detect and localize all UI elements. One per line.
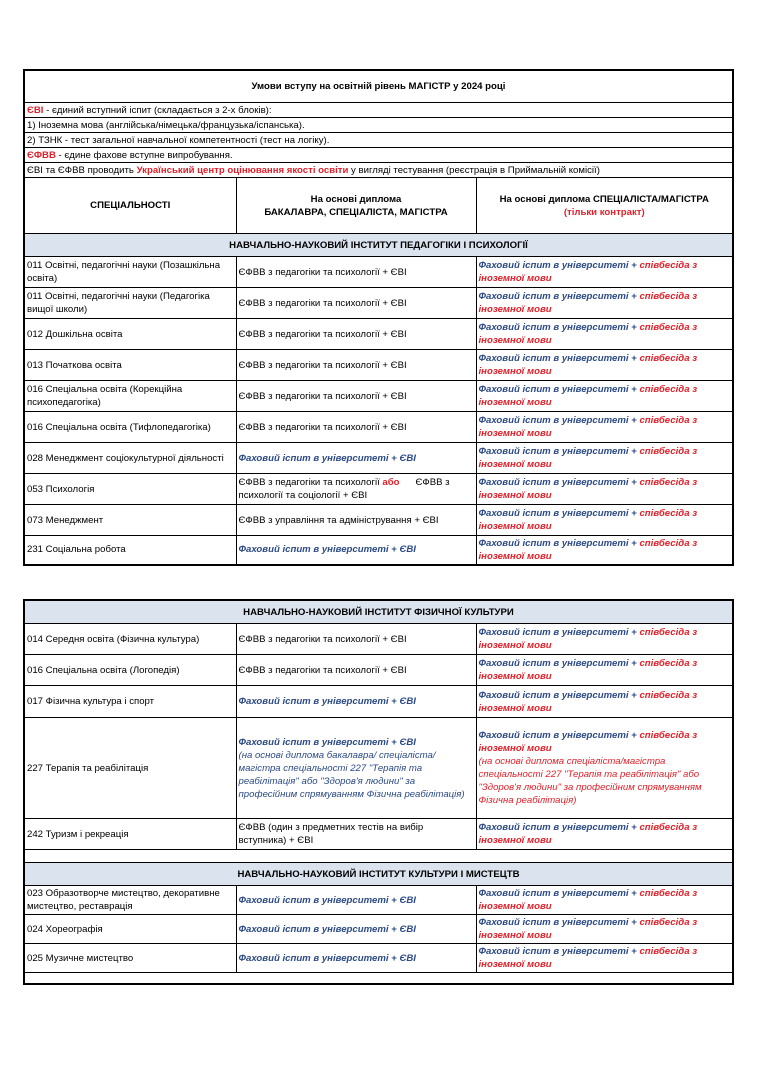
table-row	[24, 412, 733, 443]
master-requirement-cell: Фаховий іспит в університеті + співбесіда з іноземної мови (на основі диплома спеціаліста/магістра спеціальності 227 "Терапія та реабілітація" або "Здоров'я людини" за професійним спрямуванням Фізична реабілітація)	[476, 718, 733, 819]
master-requirement-cell: Фаховий іспит в університеті + співбесіда з іноземної мови	[476, 686, 733, 718]
table-row	[24, 474, 733, 505]
req-note: (на основі диплома бакалавра/ спеціаліста/магістра спеціальності 227 "Терапія та реабілітація" або "Здоров'я людини" за професійним спрямуванням Фізична реабілітація)	[238, 749, 465, 800]
master-requirement-cell: Фаховий іспит в університеті + співбесіда з іноземної мови	[476, 655, 733, 686]
master-requirement-cell: Фаховий іспит в університеті + співбесіда з іноземної мови	[476, 624, 733, 655]
master-note: (на основі диплома спеціаліста/магістра спеціальності 227 "Терапія та реабілітація" або "Здоров'я людини" за професійним спрямуванням Фізична реабілітація)	[478, 756, 702, 806]
col-header-bachelor-l2: БАКАЛАВРА, СПЕЦІАЛІСТА, МАГІСТРА	[264, 206, 448, 218]
col-header-bachelor-l1: На основі диплома	[310, 193, 402, 205]
requirement-cell: Фаховий іспит в університеті + ЄВІ	[236, 686, 476, 718]
info-evi	[24, 103, 733, 118]
table-row	[24, 886, 733, 915]
specialty-cell: 024 Хореографія	[24, 915, 236, 944]
table-row	[24, 257, 733, 288]
table-row	[24, 819, 733, 850]
requirement-cell: ЄФВВ з педагогіки та психології + ЄВІ	[236, 381, 476, 412]
table-row	[24, 288, 733, 319]
table-row	[24, 915, 733, 944]
master-requirement-cell: Фаховий іспит в університеті + співбесіда з іноземної мови	[476, 381, 733, 412]
master-requirement-cell: Фаховий іспит в університеті + співбесіда з іноземної мови	[476, 257, 733, 288]
table-row	[24, 381, 733, 412]
specialty-cell: 013 Початкова освіта	[24, 350, 236, 381]
requirement-cell: Фаховий іспит в університеті + ЄВІ	[236, 886, 476, 915]
specialty-cell: 016 Спеціальна освіта (Логопедія)	[24, 655, 236, 686]
evi-text: - єдиний вступний іспит (складається з 2-х блоків):	[43, 104, 272, 116]
specialty-cell: 016 Спеціальна освіта (Тифлопедагогіка)	[24, 412, 236, 443]
section-header-physical-culture: НАВЧАЛЬНО-НАУКОВИЙ ІНСТИТУТ ФІЗИЧНОЇ КУЛЬТУРИ	[24, 600, 733, 624]
master-requirement-cell: Фаховий іспит в університеті + співбесіда з іноземної мови	[476, 505, 733, 536]
specialty-cell: 016 Спеціальна освіта (Корекційна психопедагогіка)	[24, 381, 236, 412]
req-main: Фаховий іспит в університеті + ЄВІ	[238, 736, 416, 748]
requirement-cell: ЄФВВ з педагогіки та психології + ЄВІ	[236, 412, 476, 443]
col-header-master-l1: На основі диплома СПЕЦІАЛІСТА/МАГІСТРА	[499, 193, 709, 205]
requirement-cell: ЄФВВ з педагогіки та психології + ЄВІ	[236, 655, 476, 686]
section-header-culture-arts: НАВЧАЛЬНО-НАУКОВИЙ ІНСТИТУТ КУЛЬТУРИ І МИСТЕЦТВ	[24, 863, 733, 886]
specialty-cell: 028 Менеджмент соціокультурної діяльності	[24, 443, 236, 474]
table-row	[24, 443, 733, 474]
requirement-cell: Фаховий іспит в університеті + ЄВІ	[236, 915, 476, 944]
req-or: або	[382, 477, 400, 488]
requirement-cell: ЄФВВ з педагогіки та психології + ЄВІ	[236, 319, 476, 350]
table-row	[24, 536, 733, 565]
table-row	[24, 624, 733, 655]
efvv-abbr: ЄФВВ	[27, 149, 56, 161]
spacer-row	[24, 850, 733, 863]
col-header-master	[476, 178, 733, 234]
requirement-cell: Фаховий іспит в університеті + ЄВІ	[236, 944, 476, 973]
requirement-cell: ЄФВВ з педагогіки та психології + ЄВІ	[236, 350, 476, 381]
table-row	[24, 718, 733, 819]
requirement-cell: Фаховий іспит в університеті + ЄВІ	[236, 536, 476, 565]
admission-table-1	[23, 69, 734, 566]
requirement-cell: ЄФВВ з управління та адміністрування + ЄВІ	[236, 505, 476, 536]
specialty-cell: 242 Туризм і рекреація	[24, 819, 236, 850]
specialty-cell: 227 Терапія та реабілітація	[24, 718, 236, 819]
master-requirement-cell: Фаховий іспит в університеті + співбесіда з іноземної мови	[476, 350, 733, 381]
specialty-cell: 023 Образотворче мистецтво, декоративне мистецтво, реставрація	[24, 886, 236, 915]
requirement-cell: Фаховий іспит в університеті + ЄВІ	[236, 443, 476, 474]
req-part-b: ЄФВВ з психології та соціології + ЄВІ	[238, 477, 453, 501]
table-row	[24, 655, 733, 686]
master-requirement-cell: Фаховий іспит в університеті + співбесіда з іноземної мови	[476, 944, 733, 973]
master-requirement-cell: Фаховий іспит в університеті + співбесіда з іноземної мови	[476, 288, 733, 319]
table-row	[24, 686, 733, 718]
col-header-specialty: СПЕЦІАЛЬНОСТІ	[24, 178, 236, 234]
specialty-cell: 231 Соціальна робота	[24, 536, 236, 565]
master-requirement-cell: Фаховий іспит в університеті + співбесіда з іноземної мови	[476, 819, 733, 850]
info-efvv	[24, 148, 733, 163]
center-name: Український центр оцінювання якості освіти	[136, 164, 349, 176]
section-header-pedagogy: НАВЧАЛЬНО-НАУКОВИЙ ІНСТИТУТ ПЕДАГОГІКИ І ПСИХОЛОГІЇ	[24, 234, 733, 257]
specialty-cell: 073 Менеджмент	[24, 505, 236, 536]
requirement-cell	[236, 718, 476, 819]
admission-table-2	[23, 599, 734, 985]
requirement-cell: ЄФВВ (один з предметних тестів на вибір вступника) + ЄВІ	[236, 819, 476, 850]
col-header-bachelor	[236, 178, 476, 234]
tail-row	[24, 973, 733, 985]
req-part-a: ЄФВВ з педагогіки та психології	[238, 477, 383, 488]
master-requirement-cell: Фаховий іспит в університеті + співбесіда з іноземної мови	[476, 915, 733, 944]
evi-abbr: ЄВІ	[27, 104, 44, 116]
master-requirement-cell: Фаховий іспит в університеті + співбесіда з іноземної мови	[476, 886, 733, 915]
col-header-master-l2: (тільки контракт)	[563, 206, 645, 218]
master-requirement-cell: Фаховий іспит в університеті + співбесіда з іноземної мови	[476, 319, 733, 350]
specialty-cell: 017 Фізична культура і спорт	[24, 686, 236, 718]
center-suffix: у вигляді тестування (реєстрація в Приймальній комісії)	[348, 164, 600, 176]
requirement-cell	[236, 474, 476, 505]
table-row	[24, 944, 733, 973]
specialty-cell: 011 Освітні, педагогічні науки (Педагогіка вищої школи)	[24, 288, 236, 319]
table-row	[24, 319, 733, 350]
efvv-text: - єдине фахове вступне випробування.	[55, 149, 233, 161]
table-row	[24, 505, 733, 536]
table-row	[24, 350, 733, 381]
info-line-1: 1) Іноземна мова (англійська/німецька/французька/іспанська).	[24, 118, 733, 133]
master-requirement-cell: Фаховий іспит в університеті + співбесіда з іноземної мови	[476, 474, 733, 505]
specialty-cell: 014 Середня освіта (Фізична культура)	[24, 624, 236, 655]
specialty-cell: 053 Психологія	[24, 474, 236, 505]
requirement-cell: ЄФВВ з педагогіки та психології + ЄВІ	[236, 288, 476, 319]
requirement-cell: ЄФВВ з педагогіки та психології + ЄВІ	[236, 257, 476, 288]
master-requirement-cell: Фаховий іспит в університеті + співбесіда з іноземної мови	[476, 536, 733, 565]
info-center	[24, 163, 733, 178]
master-requirement-cell: Фаховий іспит в університеті + співбесіда з іноземної мови	[476, 443, 733, 474]
master-requirement-cell: Фаховий іспит в університеті + співбесіда з іноземної мови	[476, 412, 733, 443]
center-prefix: ЄВІ та ЄФВВ проводить	[27, 164, 137, 176]
specialty-cell: 025 Музичне мистецтво	[24, 944, 236, 973]
info-line-2: 2) ТЗНК - тест загальної навчальної компетентності (тест на логіку).	[24, 133, 733, 148]
requirement-cell: ЄФВВ з педагогіки та психології + ЄВІ	[236, 624, 476, 655]
specialty-cell: 011 Освітні, педагогічні науки (Позашкільна освіта)	[24, 257, 236, 288]
specialty-cell: 012 Дошкільна освіта	[24, 319, 236, 350]
page-title: Умови вступу на освітній рівень МАГІСТР у 2024 році	[24, 70, 733, 103]
